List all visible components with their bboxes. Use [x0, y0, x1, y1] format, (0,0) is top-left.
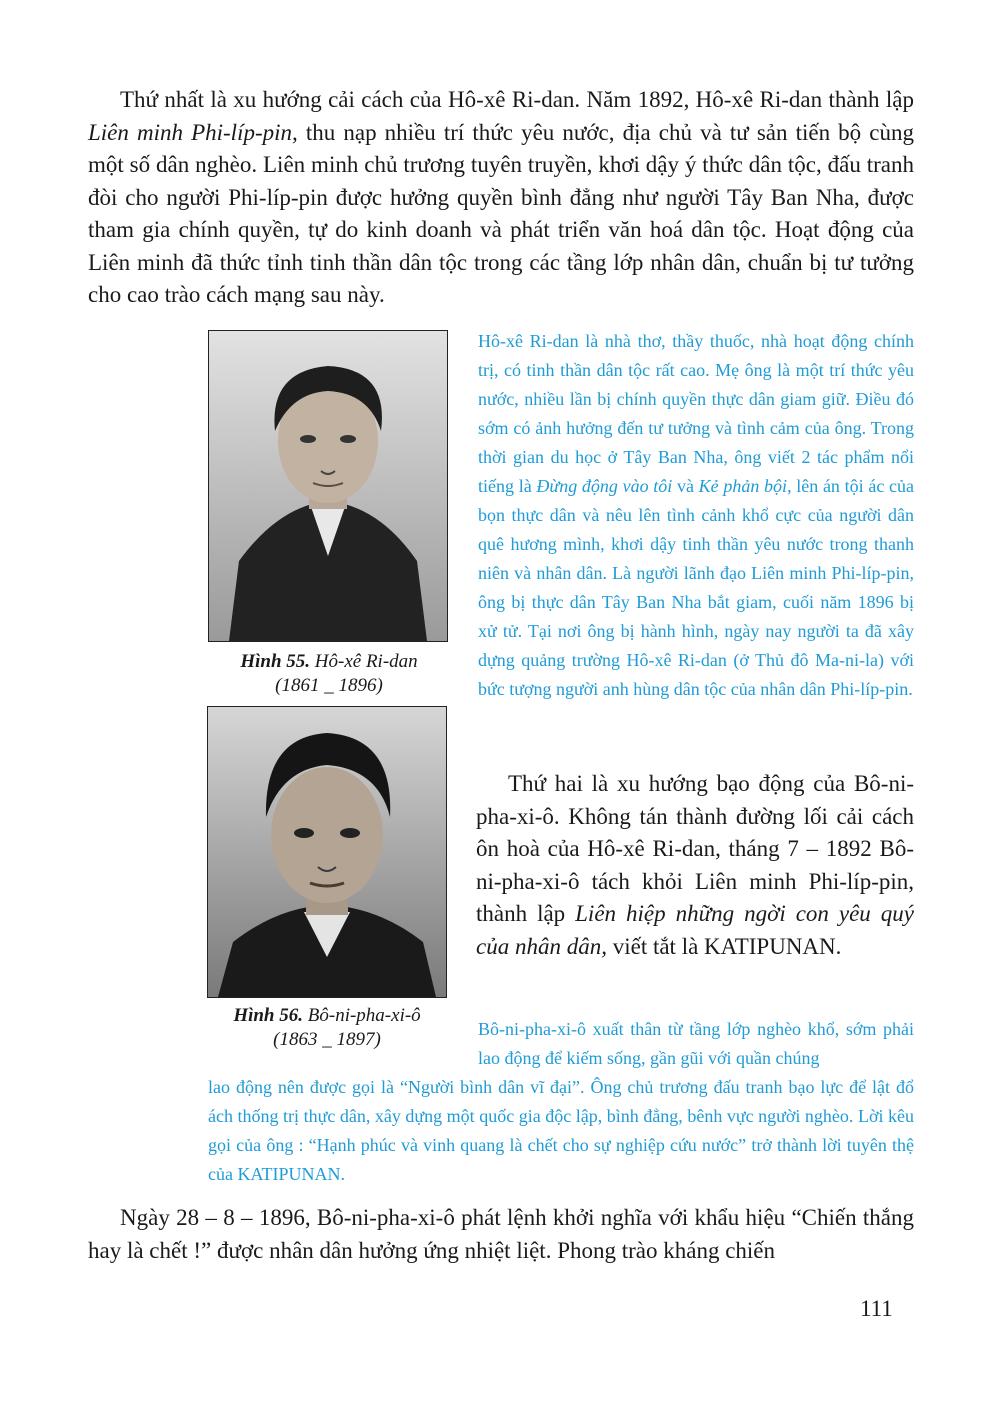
figure56-caption [198, 1004, 456, 1052]
note1-work2: Kẻ phản bội [698, 476, 788, 496]
figure56-label: Hình 56. [233, 1005, 304, 1026]
para2-text-b: viết tắt là KATIPUNAN. [606, 933, 842, 959]
portrait-rizal-image [209, 331, 447, 641]
note-rizal-biography [478, 327, 914, 704]
para2-text-a: Thứ hai là xu hướng bạo động của Bô-ni-pha-xi-ô. Không tán thành đường lối cải cách ôn hoà của Hô-xê Ri-dan, tháng 7 – 1892 Bô-ni-pha-xi-ô tách khỏi Liên minh Phi-líp-pin, thành lập [476, 771, 914, 926]
note2-text-b: lao động nên được gọi là “Người bình dân vĩ đại”. Ông chủ trương đấu tranh bạo lực để lật đổ ách thống trị thực dân, xây dựng một quốc gia độc lập, bình đẳng, bênh vực người nghèo. Lời kêu gọi của ông : “Hạnh phúc và vinh quang là chết cho sự nghiệp cứu nước” trở thành lời tuyên thệ của KATIPUNAN. [208, 1077, 914, 1184]
para3-text: Ngày 28 – 8 – 1896, Bô-ni-pha-xi-ô phát lệnh khởi nghĩa với khẩu hiệu “Chiến thắng hay là chết !” được nhân dân hưởng ứng nhiệt liệt. Phong trào kháng chiến [88, 1205, 914, 1263]
para1-italic-org: Liên minh Phi-líp-pin, [88, 119, 298, 145]
para1-text-a: Thứ nhất là xu hướng cải cách của Hô-xê Ri-dan. Năm 1892, Hô-xê Ri-dan thành lập [120, 87, 914, 112]
note-bonifacio-line-a [478, 1015, 914, 1073]
portrait-bonifacio-photo [207, 706, 447, 998]
figure55-caption [200, 650, 458, 698]
paragraph-bonifacio-violence [476, 768, 914, 963]
paragraph-uprising [88, 1202, 914, 1267]
portrait-rizal-photo [208, 330, 448, 642]
note2-text-a: Bô-ni-pha-xi-ô xuất thân từ tầng lớp nghèo khổ, sớm phải lao động để kiếm sống, gần gũi với quần chúng [478, 1019, 914, 1068]
note1-work1: Đừng động vào tôi [536, 476, 673, 496]
note1-text-b: , lên án tội ác của bọn thực dân và nêu lên tình cảnh khổ cực của người dân quê hương mình, khơi dậy tinh thần yêu nước trong thanh niên và nhân dân. Là người lãnh đạo Liên minh Phi-líp-pin, ông bị thực dân Tây Ban Nha bắt giam, cuối năm 1896 bị xử tử. Tại nơi ông bị hành hình, ngày nay người ta đã xây dựng quảng trường Hô-xê Ri-dan (ở Thủ đô Ma-ni-la) với bức tượng người anh hùng dân tộc của nhân dân Phi-líp-pin. [478, 476, 914, 699]
note1-and: và [672, 476, 699, 496]
figure55-years: (1861 _ 1896) [275, 675, 383, 696]
figure55-label: Hình 55. [240, 651, 311, 672]
page-number: 111 [860, 1296, 893, 1321]
figure56-name: Bô-ni-pha-xi-ô [307, 1005, 421, 1026]
portrait-bonifacio-image [208, 707, 446, 997]
para2-italic-org: Liên hiệp những ngời con yêu quý của nhân dân, [476, 901, 914, 959]
paragraph-rizal-reform [88, 84, 914, 312]
figure55-name: Hô-xê Ri-dan [314, 651, 418, 672]
note-bonifacio-line-b [208, 1073, 914, 1189]
para1-text-b: thu nạp nhiều trí thức yêu nước, địa chủ và tư sản tiến bộ cùng một số dân nghèo. Liên minh chủ trương tuyên truyền, khơi dậy ý thức dân tộc, đấu tranh đòi cho người Phi-líp-pin được hưởng quyền bình đẳng như người Tây Ban Nha, được tham gia chính quyền, tự do kinh doanh và phát triển văn hoá dân tộc. Hoạt động của Liên minh đã thức tỉnh tinh thần dân tộc trong các tầng lớp nhân dân, chuẩn bị tư tưởng cho cao trào cách mạng sau này. [88, 119, 914, 307]
figure56-years: (1863 _ 1897) [273, 1029, 381, 1050]
note1-text-a: Hô-xê Ri-dan là nhà thơ, thầy thuốc, nhà hoạt động chính trị, có tinh thần dân tộc rất cao. Mẹ ông là một trí thức yêu nước, nhiều lần bị chính quyền thực dân giam giữ. Điều đó sớm có ảnh hưởng đến tư tưởng và tình cảm của ông. Trong thời gian du học ở Tây Ban Nha, ông viết 2 tác phẩm nổi tiếng là [478, 331, 914, 496]
